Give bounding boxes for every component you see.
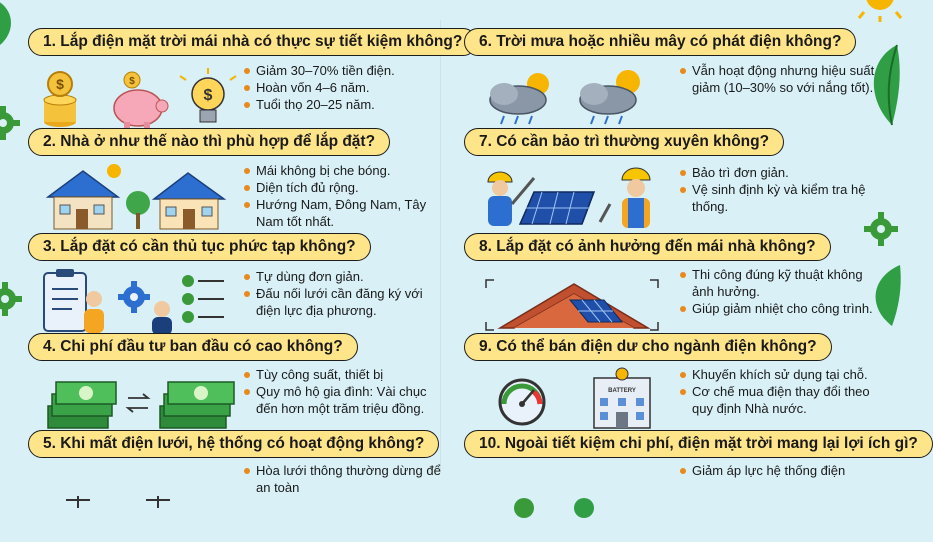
answer-list-5 xyxy=(244,462,442,496)
house-solar-icon xyxy=(154,173,224,229)
procedure-illustration xyxy=(38,262,238,342)
solar-panel-icon xyxy=(520,192,594,224)
question-10: 10. Ngoài tiết kiệm chi phí, điện mặt trời mang lại lợi ích gì? xyxy=(464,430,933,458)
leaf-icon xyxy=(0,0,18,50)
power-pole-icon xyxy=(66,496,170,508)
benefit-illustration xyxy=(474,462,674,542)
gear-icon xyxy=(118,281,150,313)
question-7: 7. Có cần bảo trì thường xuyên không? xyxy=(464,128,784,156)
gear-icon xyxy=(0,106,20,140)
answer-item: Giảm áp lực hệ thống điện xyxy=(680,462,878,479)
eco-icon xyxy=(514,498,594,518)
answer-item: Khuyến khích sử dụng tại chỗ. xyxy=(680,366,878,383)
battery-building-icon xyxy=(594,368,650,428)
coin-stack-icon xyxy=(44,72,76,127)
answer-list-3 xyxy=(244,268,442,319)
answer-item: Đấu nối lưới cần đăng ký với điện lực địa phương. xyxy=(244,285,442,319)
answer-item: Vẫn hoạt động nhưng hiệu suất giảm (10–30% so với nắng tốt). xyxy=(680,62,878,96)
answer-item: Giảm 30–70% tiền điện. xyxy=(244,62,442,79)
meter-gauge-icon xyxy=(500,380,544,424)
grid-sale-illustration xyxy=(474,360,674,440)
rain-cloud-sun-icon xyxy=(580,70,640,124)
question-1: 1. Lắp điện mặt trời mái nhà có thực sự tiết kiệm không? xyxy=(28,28,477,56)
houses-illustration xyxy=(38,158,238,238)
exchange-arrows-icon xyxy=(128,394,148,412)
answer-item: Tuổi thọ 20–25 năm. xyxy=(244,96,442,113)
clipboard-person-icon xyxy=(44,269,104,333)
cash-stack-icon xyxy=(160,382,234,428)
question-6: 6. Trời mưa hoặc nhiều mây có phát điện không? xyxy=(464,28,856,56)
question-4: 4. Chi phí đầu tư ban đầu có cao không? xyxy=(28,333,358,361)
svg-text:$: $ xyxy=(203,87,213,104)
answer-item: Hòa lưới thông thường dừng để an toàn xyxy=(244,462,442,496)
answer-item: Mái không bị che bóng. xyxy=(244,162,442,179)
piggy-bank-icon xyxy=(114,72,168,128)
answer-list-4 xyxy=(244,366,442,417)
roof-illustration xyxy=(474,264,674,344)
answer-item: Cơ chế mua điện thay đổi theo quy định Nhà nước. xyxy=(680,383,878,417)
cloud-sun-icon xyxy=(490,73,549,124)
answer-list-10 xyxy=(680,462,878,479)
lightbulb-dollar-icon xyxy=(180,68,236,122)
answer-item: Hoàn vốn 4–6 năm. xyxy=(244,79,442,96)
answer-item: Vệ sinh định kỳ và kiểm tra hệ thống. xyxy=(680,181,878,215)
cash-stack-icon xyxy=(48,382,116,428)
maintenance-illustration xyxy=(474,158,674,238)
checklist-icon xyxy=(152,275,224,335)
answer-list-7 xyxy=(680,164,878,215)
worker-wrench-icon xyxy=(600,168,650,228)
answer-item: Bảo trì đơn giản. xyxy=(680,164,878,181)
answer-list-2 xyxy=(244,162,442,230)
answer-item: Tự dùng đơn giản. xyxy=(244,268,442,285)
svg-text:$: $ xyxy=(56,76,64,92)
answer-list-9 xyxy=(680,366,878,417)
sun-icon xyxy=(852,0,908,22)
question-8: 8. Lắp đặt có ảnh hưởng đến mái nhà không? xyxy=(464,233,831,261)
answer-item: Thi công đúng kỹ thuật không ảnh hưởng. xyxy=(680,266,878,300)
answer-item: Giúp giảm nhiệt cho công trình. xyxy=(680,300,878,317)
gear-icon xyxy=(864,212,898,246)
weather-illustration xyxy=(474,56,674,136)
battery-label: BATTERY xyxy=(608,388,636,394)
answer-item: Quy mô hộ gia đình: Vài chục đến hơn một trăm triệu đồng. xyxy=(244,383,442,417)
question-9: 9. Có thể bán điện dư cho ngành điện không? xyxy=(464,333,832,361)
roof-solar-icon xyxy=(486,280,658,330)
answer-list-8 xyxy=(680,266,878,317)
gear-icon xyxy=(0,282,22,316)
house-solar-icon xyxy=(48,164,121,229)
answer-list-1 xyxy=(244,62,442,113)
power-pole-illustration xyxy=(38,462,238,542)
question-5: 5. Khi mất điện lưới, hệ thống có hoạt động không? xyxy=(28,430,439,458)
question-3: 3. Lắp đặt có cần thủ tục phức tạp không? xyxy=(28,233,371,261)
tree-icon xyxy=(126,191,150,229)
answer-item: Tùy công suất, thiết bị xyxy=(244,366,442,383)
svg-text:$: $ xyxy=(129,76,135,87)
answer-item: Diện tích đủ rộng. xyxy=(244,179,442,196)
answer-item: Hướng Nam, Đông Nam, Tây Nam tốt nhất. xyxy=(244,196,442,230)
question-2: 2. Nhà ở như thế nào thì phù hợp để lắp đặt? xyxy=(28,128,390,156)
answer-list-6 xyxy=(680,62,878,96)
